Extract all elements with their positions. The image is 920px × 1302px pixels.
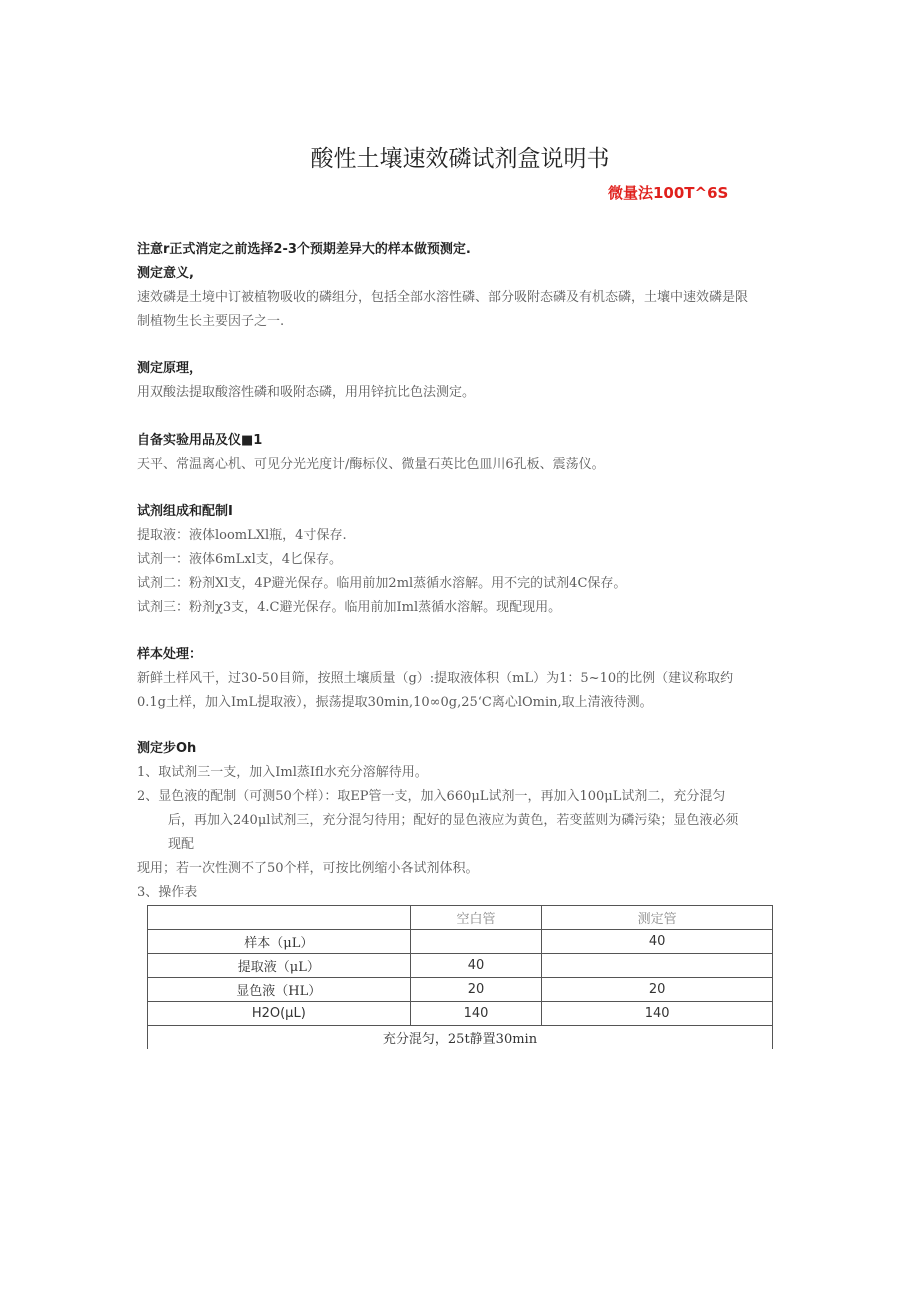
significance-line: 速效磷是土境中订被植物吸收的磷组分，包括全部水溶性磷、部分吸附态磷及有机态磷，土壤中速效磷是限 (137, 290, 749, 305)
reagent-line: 提取液：液体loomLXl瓶，4寸保存. (137, 528, 347, 543)
table-header-cell (148, 906, 411, 930)
table-cell: 140 (542, 1002, 773, 1026)
table-cell: 20 (410, 978, 542, 1002)
sample-line: 0.1g土样，加入ImL提取液），振荡提取30min,10∞0g,25‘C离心lOmin,取上清液待测。 (137, 695, 653, 710)
table-header-cell: 空白管 (410, 906, 542, 930)
section-reagents (137, 500, 787, 620)
significance-heading: 测定意义, (137, 266, 194, 281)
principle-line: 用双酸法提取酸溶性磷和吸附态磷，用用锌抗比色法测定。 (137, 385, 476, 400)
significance-line: 制植物生长主要因子之一. (137, 314, 285, 329)
section-steps (137, 737, 787, 905)
step-2-cont: 现配 (168, 837, 195, 852)
equipment-line: 天平、常温离心机、可见分光光度计/酶标仪、微量石英比色皿川6孔板、震荡仪。 (137, 457, 605, 472)
step-2: 2、显色液的配制（可测50个样）：取EP管一支，加入660μL试剂一，再加入100μL试剂二，充分混匀 (137, 789, 726, 804)
table-row-label: 显色液（HL） (148, 978, 411, 1002)
table-row (148, 930, 773, 954)
table-row (148, 1002, 773, 1026)
section-principle (137, 357, 787, 405)
table-cell (410, 930, 542, 954)
equipment-heading: 自备实验用品及仪■1 (137, 433, 263, 448)
table-row (148, 978, 773, 1002)
step-2-note: 现用；若一次性测不了50个样，可按比例缩小各试剂体积。 (137, 861, 479, 876)
document-subtitle: 微量法100T^6S (608, 184, 729, 202)
table-footer: 充分混匀，25t静置30min (148, 1026, 773, 1050)
table-row-label: H2O(μL) (148, 1002, 411, 1026)
reagents-heading: 试剂组成和配制I (137, 504, 233, 519)
table-row-label: 提取液（μL） (148, 954, 411, 978)
table-header-cell: 测定管 (542, 906, 773, 930)
section-significance (137, 262, 787, 334)
sample-line: 新鲜土样风干，过30-50目筛，按照土壤质量（g）:提取液体积（mL）为1：5~10的比例（建议称取约 (137, 671, 734, 686)
principle-heading: 测定原理， (137, 361, 203, 376)
step-1: 1、取试剂三一支，加入Iml蒸Ifl水充分溶解待用。 (137, 765, 428, 780)
table-cell (542, 954, 773, 978)
reagent-line: 试剂二：粉剂Xl支，4P避光保存。临用前加2ml蒸循水溶解。用不完的试剂4C保存。 (137, 576, 627, 591)
table-cell: 140 (410, 1002, 542, 1026)
table-row (148, 954, 773, 978)
reagent-line: 试剂三：粉剂χ3支，4.C避光保存。临用前加Iml蒸循水溶解。现配现用。 (137, 600, 562, 615)
table-footer-row (148, 1026, 773, 1050)
notice-text: 注意r正式消定之前选择2-3个预期差异大的样本做预测定. (137, 242, 471, 257)
table-cell: 40 (542, 930, 773, 954)
step-2-cont: 后，再加入240μl试剂三，充分混匀待用；配好的显色液应为黄色，若变蓝则为磷污染；显色液必须 (168, 813, 739, 828)
step-3: 3、操作表 (137, 885, 198, 900)
table-header-row (148, 906, 773, 930)
operation-table (147, 905, 773, 1049)
section-equipment (137, 429, 787, 477)
section-sample (137, 643, 787, 715)
table-cell: 40 (410, 954, 542, 978)
table-cell: 20 (542, 978, 773, 1002)
table-row-label: 样本（μL） (148, 930, 411, 954)
sample-heading: 样本处理： (137, 647, 203, 662)
document-title: 酸性土壤速效磷试剂盒说明书 (310, 146, 610, 172)
steps-heading: 测定步Oh (137, 741, 197, 756)
reagent-line: 试剂一：液体6mLxl支，4匕保存。 (137, 552, 342, 567)
